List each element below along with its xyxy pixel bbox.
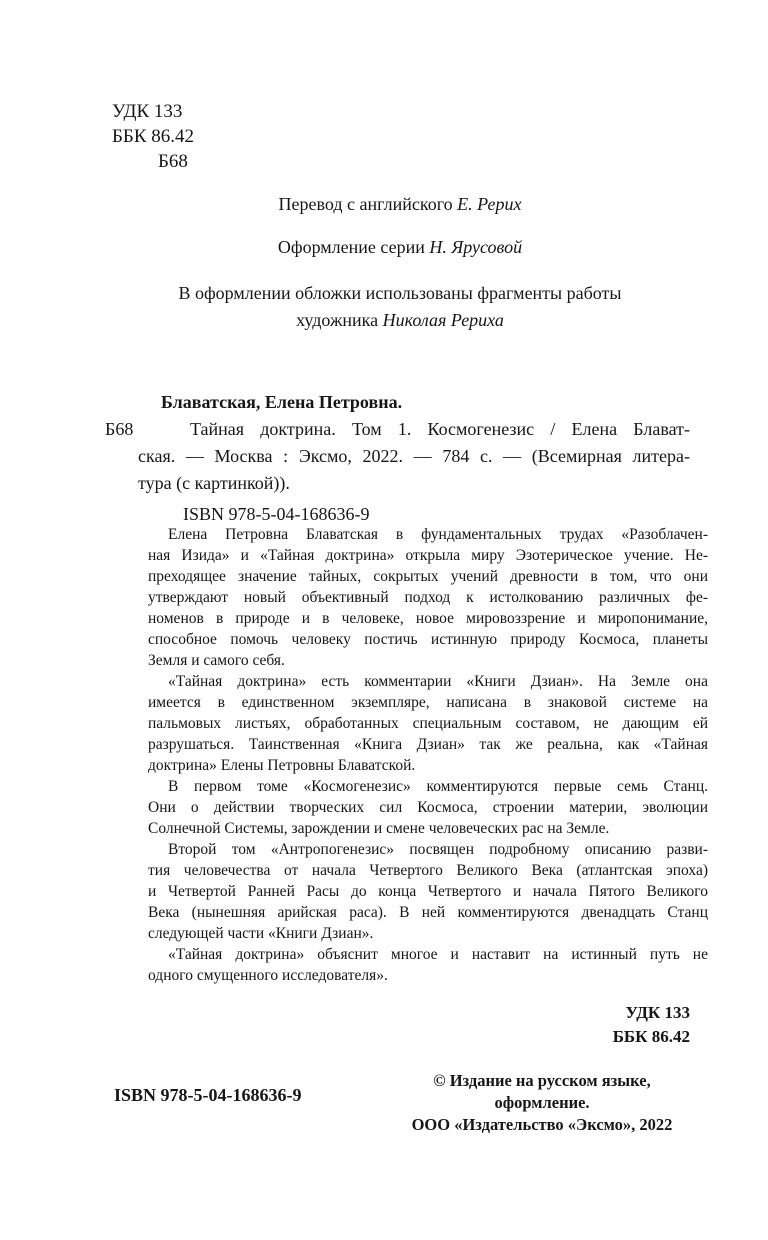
annotation-paragraph (148, 839, 708, 944)
annotation-line: Земля и самого себя. (148, 652, 285, 669)
translator-name: Е. Рерих (457, 194, 522, 214)
cover-artist-label: художника (296, 310, 379, 330)
annotation-line: имеется в единственном экземпляре, написана в знаковой системе на (148, 694, 708, 711)
annotation-line: одного смущенного исследователя». (148, 967, 388, 984)
annotation-line: В первом томе «Космогенезис» комментируются первые семь Станц. (168, 778, 708, 795)
annotation-line: преходящее значение тайных, сокрытых учений древности в том, что они (148, 568, 708, 585)
catalog-entry-line: тура (с картинкой)). (138, 473, 290, 493)
credits-block (96, 193, 704, 334)
bbk-code: ББК 86.42 (112, 126, 194, 147)
annotation-line: Второй том «Антропогенезис» посвящен подробному описанию разви- (168, 841, 708, 858)
annotation-line: ная Изида» и «Тайная доктрина» открыла миру Эзотерическое учение. Не- (148, 547, 708, 564)
annotation-line: Елена Петровна Блаватская в фундаментальных трудах «Разоблачен- (168, 526, 708, 543)
annotation-line: и Четвертой Ранней Расы до конца Четвертого и начала Пятого Великого (148, 883, 708, 900)
annotation-line: «Тайная доктрина» объяснит многое и наставит на истинный путь не (168, 946, 708, 963)
isbn-footer: ISBN 978-5-04-168636-9 (114, 1085, 302, 1105)
translation-credit-label: Перевод с английского (278, 194, 453, 214)
copyright-line-2: ООО «Издательство «Эксмо», 2022 (411, 1115, 673, 1134)
author-sign: Б68 (158, 151, 188, 172)
udc-code: УДК 133 (112, 101, 183, 122)
annotation-line: номенов в природе и в человеке, новое мировоззрение и миропонимание, (148, 610, 708, 627)
annotation-line: «Тайная доктрина» есть комментарии «Книги Дзиан». На Земле она (168, 673, 708, 690)
catalog-entry-line: ская. — Москва : Эксмо, 2022. — 784 с. — (Всемирная литера- (138, 446, 690, 466)
annotation-paragraph (148, 944, 708, 986)
author-heading: Блаватская, Елена Петровна. (161, 392, 403, 412)
bottom-codes-block (148, 1001, 690, 1049)
annotation-line: пальмовых листьях, обработанных специальным составом, не дающим ей (148, 715, 708, 732)
catalog-entry-line: Тайная доктрина. Том 1. Космогенезис / Елена Блават- (190, 419, 690, 439)
udc-footer: УДК 133 (625, 1003, 690, 1022)
annotation-line: Солнечной Системы, зарождении и смене человеческих рас на Земле. (148, 820, 610, 837)
annotation-line: Века (нынешняя арийская раса). В ней комментируются двенадцать Станц (148, 904, 708, 921)
cover-artist-name: Николая Рериха (382, 310, 504, 330)
cover-note-line-2 (96, 307, 704, 334)
catalog-entry (105, 416, 690, 497)
classification-block (112, 99, 194, 174)
annotation-line: способное помочь человеку постичь истинную природу Космоса, планеты (148, 631, 708, 648)
catalog-isbn: ISBN 978-5-04-168636-9 (183, 504, 370, 524)
series-designer-name: Н. Ярусовой (429, 237, 523, 257)
annotation-line: тия человечества от начала Четвертого Великого Века (атлантская эпоха) (148, 862, 708, 879)
annotation-line: следующей части «Книги Дзиан». (148, 925, 374, 942)
annotation-line: доктрина» Елены Петровны Блаватской. (148, 757, 416, 774)
translation-credit (96, 193, 704, 216)
annotation-paragraph (148, 776, 708, 839)
annotation-line: утверждают новый объективный подход к истолкованию различных фе- (148, 589, 708, 606)
catalog-sign: Б68 (105, 419, 134, 439)
annotation-line: разрушаться. Таинственная «Книга Дзиан» так же реальна, как «Тайная (148, 736, 708, 753)
annotation (148, 524, 708, 986)
annotation-line: Они о действии творческих сил Космоса, строении материи, эволюции (148, 799, 708, 816)
cover-note (96, 280, 704, 334)
annotation-paragraph (148, 671, 708, 776)
copyright-block (388, 1070, 696, 1136)
copyright-line-1: © Издание на русском языке, оформление. (433, 1071, 651, 1112)
catalog-entry-lines (138, 416, 690, 497)
series-design-label: Оформление серии (277, 237, 425, 257)
series-design-credit (96, 236, 704, 259)
annotation-paragraph (148, 524, 708, 671)
cover-note-line-1: В оформлении обложки использованы фрагменты работы (178, 283, 622, 303)
bbk-footer: ББК 86.42 (612, 1027, 690, 1046)
catalog-card (105, 389, 690, 528)
